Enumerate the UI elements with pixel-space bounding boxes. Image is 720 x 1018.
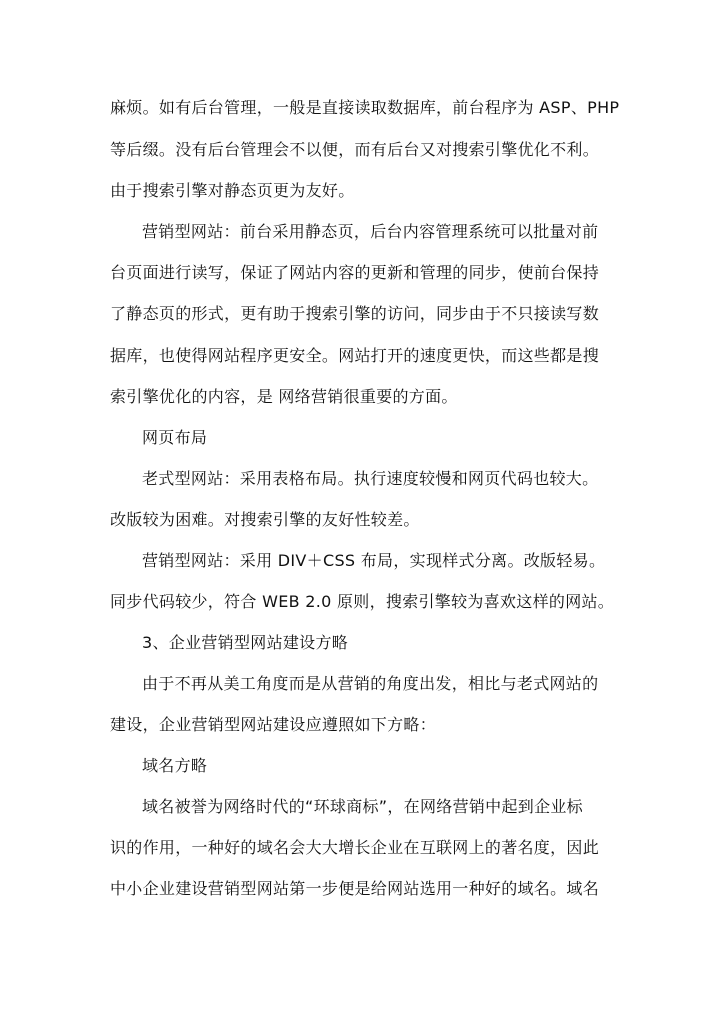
- text-line: 域名被誉为网络时代的“环球商标”，在网络营销中起到企业标: [142, 797, 583, 816]
- text-line: 建设，企业营销型网站建设应遵照如下方略：: [110, 715, 437, 734]
- section-heading: 网页布局: [142, 428, 208, 447]
- text-line: 台页面进行读写，保证了网站内容的更新和管理的同步，使前台保持: [110, 263, 600, 282]
- text-line: 老式型网站：采用表格布局。执行速度较慢和网页代码也较大。: [142, 469, 599, 488]
- text-line: 营销型网站：前台采用静态页，后台内容管理系统可以批量对前: [142, 222, 599, 241]
- text-line: 识的作用，一种好的域名会大大增长企业在互联网上的著名度，因此: [110, 838, 600, 857]
- text-line: 等后缀。没有后台管理会不以便，而有后台又对搜索引擎优化不利。: [110, 140, 600, 159]
- section-heading: 域名方略: [142, 756, 208, 775]
- text-line: 同步代码较少，符合 WEB 2.0 原则，搜索引擎较为喜欢这样的网站。: [110, 592, 615, 611]
- text-line: 麻烦。如有后台管理，一般是直接读取数据库，前台程序为 ASP、PHP: [110, 98, 620, 117]
- text-line: 了静态页的形式，更有助于搜索引擎的访问，同步由于不只接读写数: [110, 304, 600, 323]
- text-line: 营销型网站：采用 DIV＋CSS 布局，实现样式分离。改版轻易。: [142, 551, 606, 570]
- section-heading: 3、企业营销型网站建设方略: [142, 633, 349, 652]
- text-line: 由于搜索引擎对静态页更为友好。: [110, 181, 355, 200]
- text-line: 改版较为困难。对搜索引擎的友好性较差。: [110, 510, 420, 529]
- text-line: 中小企业建设营销型网站第一步便是给网站选用一种好的域名。域名: [110, 879, 600, 898]
- text-line: 由于不再从美工角度而是从营销的角度出发，相比与老式网站的: [142, 674, 599, 693]
- text-line: 索引擎优化的内容，是 网络营销很重要的方面。: [110, 387, 458, 406]
- text-line: 据库，也使得网站程序更安全。网站打开的速度更快，而这些都是搜: [110, 346, 600, 365]
